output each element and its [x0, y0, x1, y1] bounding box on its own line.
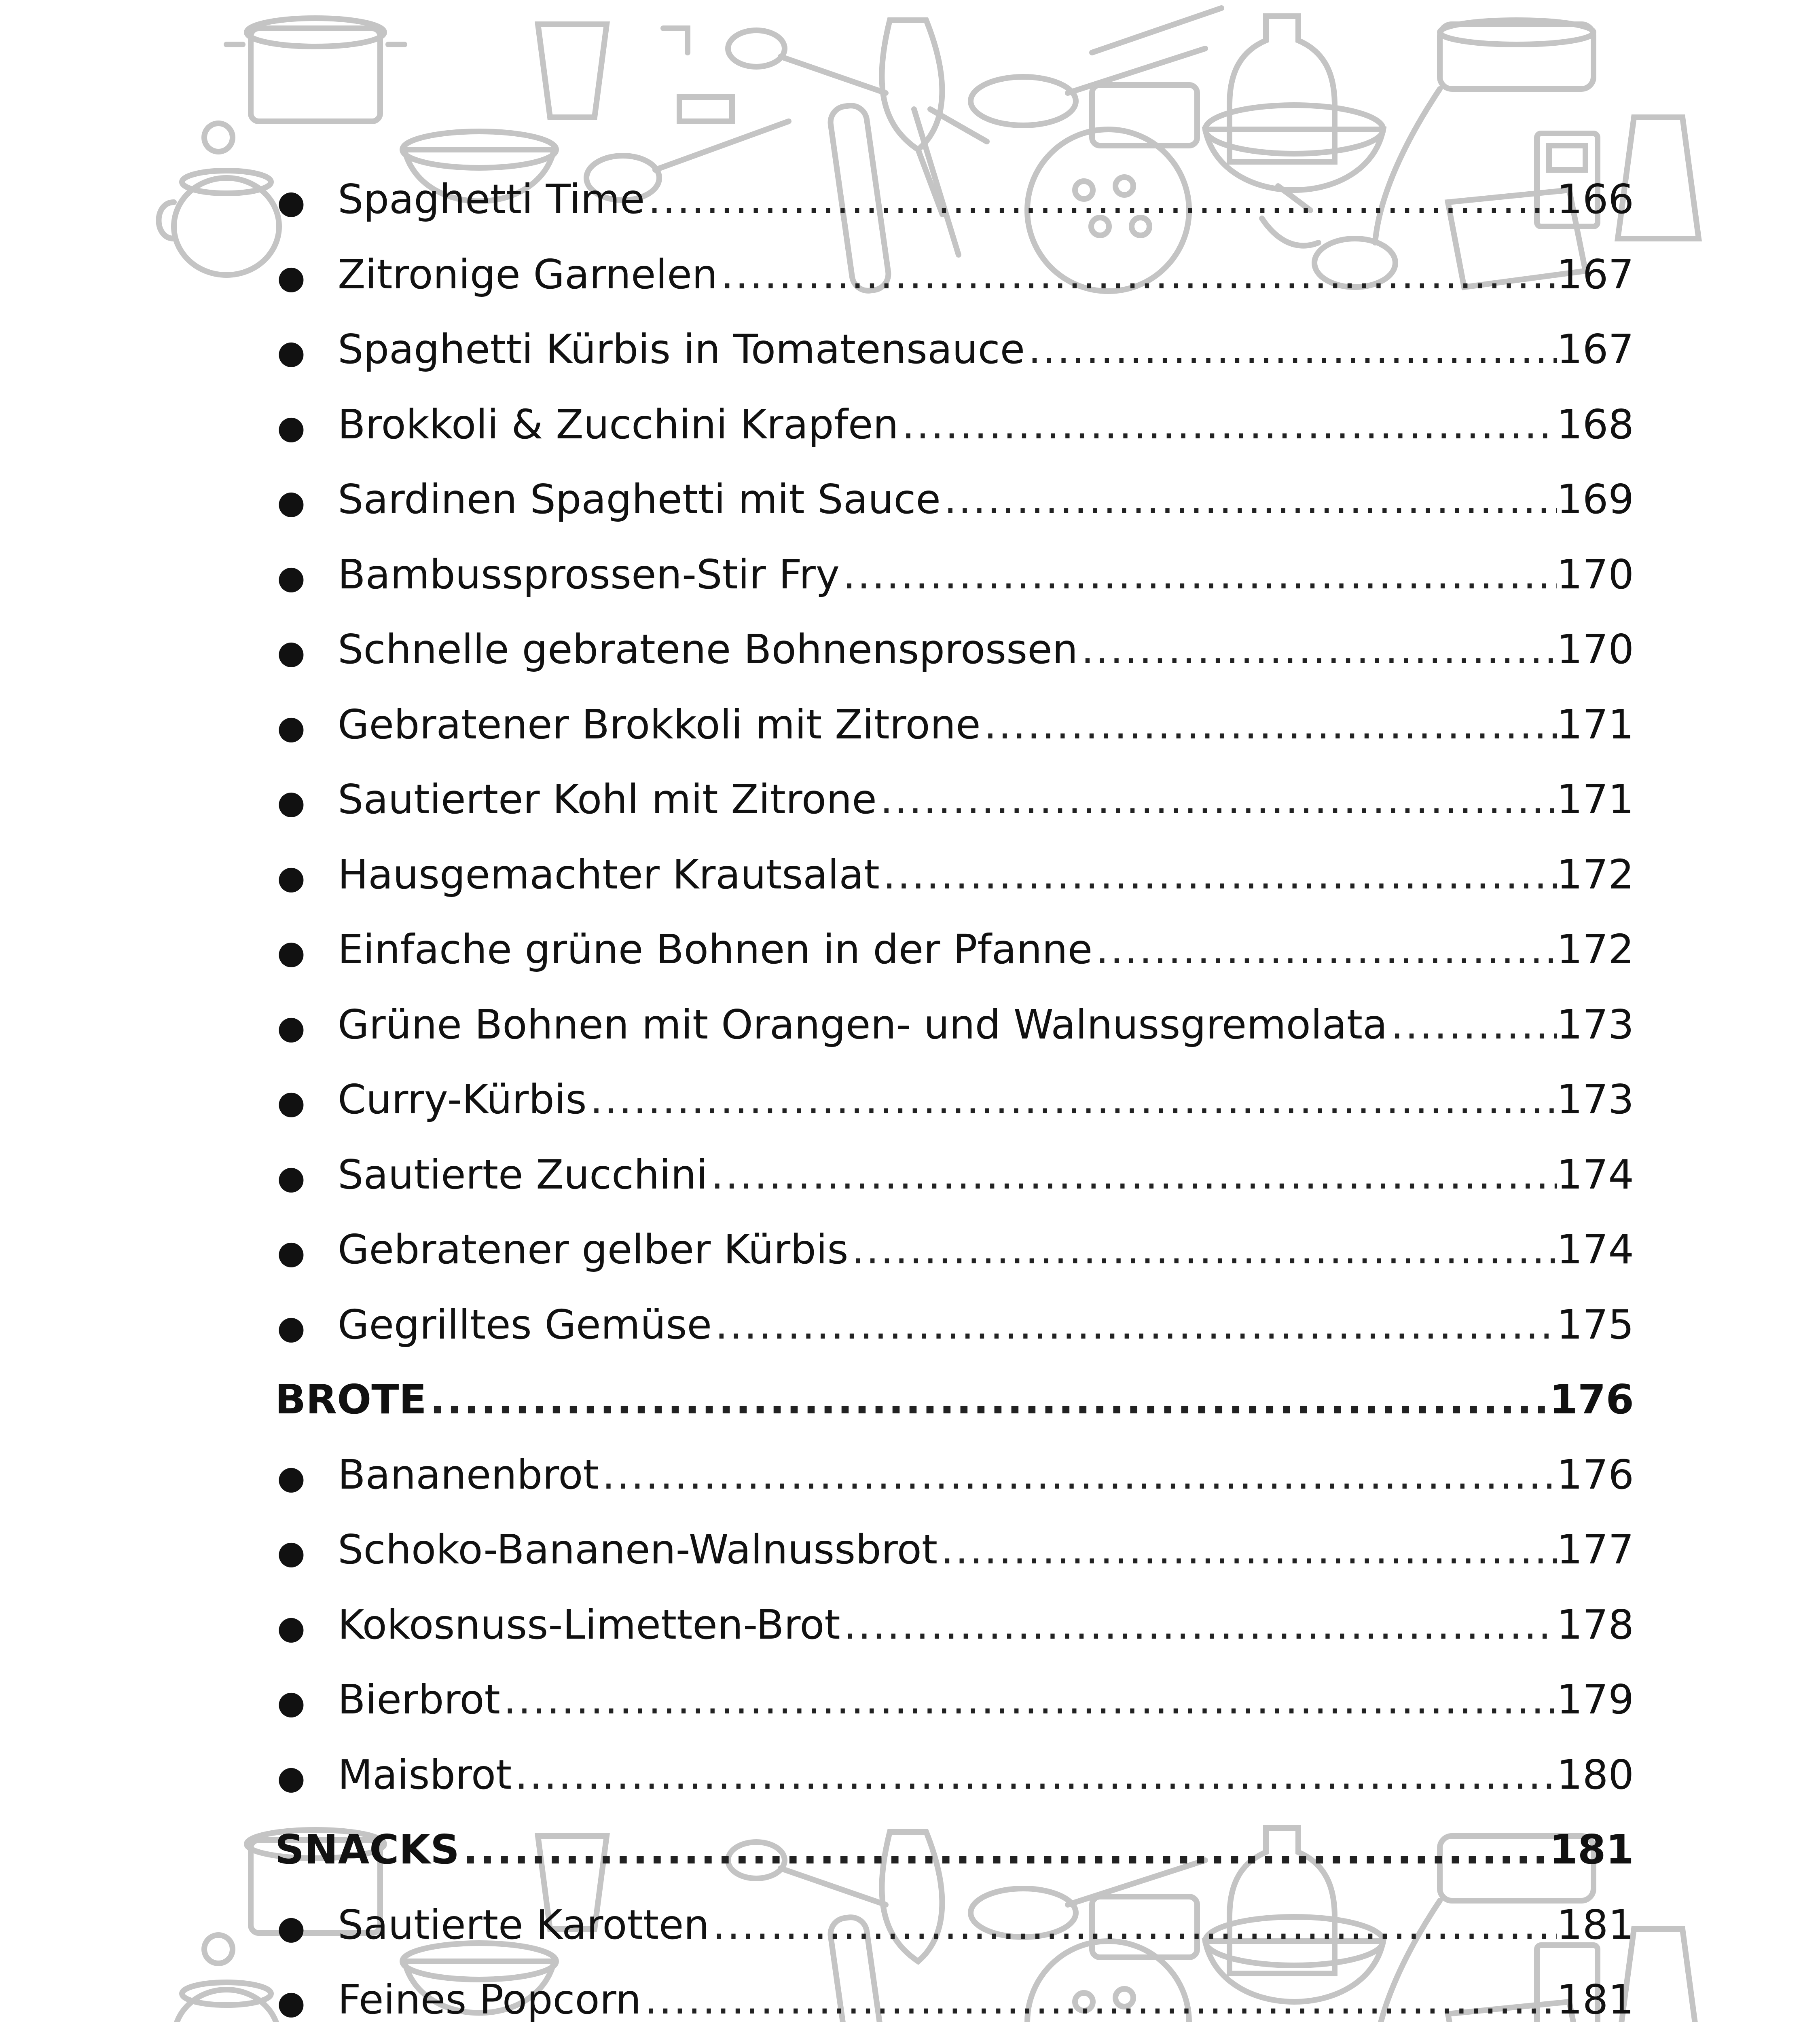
dot-leader [1078, 612, 1557, 687]
bullet-icon: ● [277, 858, 305, 896]
toc-entry [275, 387, 1634, 462]
bullet-icon: ● [277, 1533, 305, 1571]
toc-page-number: 171 [1557, 700, 1634, 748]
toc-entry-title: Sardinen Spaghetti mit Sauce [338, 476, 941, 523]
dot-leader [641, 1962, 1557, 2022]
glass-icon [538, 24, 607, 117]
toc-page-number: 167 [1557, 250, 1634, 298]
toc-entry-title: Sautierte Zucchini [338, 1151, 708, 1198]
toc-section-heading [275, 1362, 1634, 1437]
bullet-icon: ● [277, 1608, 305, 1646]
bullet-icon: ● [277, 1908, 305, 1946]
toc-entry [275, 762, 1634, 837]
toc-page-number: 166 [1557, 176, 1634, 223]
toc-page-number: 172 [1557, 850, 1634, 898]
toc-page-number: 169 [1557, 476, 1634, 523]
toc-entry [275, 1437, 1634, 1512]
toc-entry-title: Schnelle gebratene Bohnensprossen [338, 626, 1078, 673]
toc-page-number: 174 [1557, 1226, 1634, 1273]
toc-page-number: 170 [1557, 550, 1634, 598]
toc-page-number: 173 [1557, 1076, 1634, 1123]
toc-entry-title: BROTE [275, 1376, 427, 1423]
bullet-icon: ● [277, 183, 305, 221]
toc-page-number: 176 [1549, 1376, 1634, 1423]
dot-leader [717, 237, 1557, 312]
toc-entry [275, 837, 1634, 912]
toc-entry-title: Zitronige Garnelen [338, 250, 718, 298]
bullet-icon: ● [277, 333, 305, 371]
toc-entry-title: Kokosnuss-Limetten-Brot [338, 1601, 840, 1648]
bullet-icon: ● [277, 783, 305, 821]
bullet-icon: ● [277, 633, 305, 671]
dot-leader [1387, 987, 1557, 1062]
toc-entry [275, 912, 1634, 987]
dot-leader [840, 1587, 1557, 1662]
toc-page-number: 177 [1557, 1526, 1634, 1573]
dot-leader [709, 1887, 1557, 1963]
dot-leader [427, 1362, 1549, 1437]
toc-entry-title: Sautierter Kohl mit Zitrone [338, 776, 877, 823]
toc-entry-title: Bambussprossen-Stir Fry [338, 550, 840, 598]
dot-leader [587, 1062, 1557, 1137]
toc-page-number: 176 [1557, 1451, 1634, 1498]
bullet-icon: ● [277, 483, 305, 521]
toc-page-number: 180 [1557, 1751, 1634, 1798]
bullet-icon: ● [277, 708, 305, 746]
dot-leader [599, 1437, 1557, 1512]
toc-entry [275, 687, 1634, 762]
dot-leader [840, 537, 1557, 612]
dot-leader [877, 762, 1557, 837]
spoon-icon [728, 30, 886, 93]
toc-entry-title: Gebratener gelber Kürbis [338, 1226, 849, 1273]
toc-entry-title: Brokkoli & Zucchini Krapfen [338, 400, 899, 448]
toc-page-number: 167 [1557, 326, 1634, 373]
toc-entry [275, 612, 1634, 687]
toc-entry [275, 462, 1634, 537]
cutting-board-icon [1092, 85, 1197, 146]
toc-entry-title: Grüne Bohnen mit Orangen- und Walnussgremolata [338, 1000, 1388, 1048]
bullet-icon: ● [277, 1233, 305, 1271]
toc-page-number: 178 [1557, 1601, 1634, 1648]
peeler-icon [663, 28, 732, 121]
knife-long-icon [1092, 8, 1221, 53]
toc-entry [275, 1587, 1634, 1662]
toc-entry [275, 1512, 1634, 1587]
toc-entry-title: Hausgemachter Krautsalat [338, 850, 880, 898]
toc-entry [275, 1737, 1634, 1813]
frying-pan-icon [971, 49, 1205, 125]
dot-leader [707, 1137, 1557, 1212]
toc-entry-title: Maisbrot [338, 1751, 512, 1798]
dot-leader [981, 687, 1557, 762]
toc-entry [275, 1212, 1634, 1287]
toc-entry [275, 1887, 1634, 1963]
toc-page-number: 174 [1557, 1151, 1634, 1198]
toc-entry-title: Spaghetti Time [338, 176, 645, 223]
toc-entry-title: Bierbrot [338, 1676, 500, 1723]
toc-page-number: 168 [1557, 400, 1634, 448]
bullet-icon: ● [277, 258, 305, 296]
toc-entry [275, 312, 1634, 387]
bullet-icon: ● [277, 1308, 305, 1346]
dot-leader [459, 1812, 1549, 1887]
bullet-icon: ● [277, 1684, 305, 1721]
toc-entry [275, 1062, 1634, 1137]
toc-entry [275, 1662, 1634, 1737]
dot-leader [712, 1287, 1557, 1362]
toc-entry [275, 987, 1634, 1062]
toc-section-heading [275, 1812, 1634, 1887]
toc-page-number: 172 [1557, 926, 1634, 973]
toc-entry-title: Spaghetti Kürbis in Tomatensauce [338, 326, 1025, 373]
toc-entry [275, 537, 1634, 612]
toc-entry [275, 1962, 1634, 2022]
dot-leader [849, 1212, 1557, 1287]
toc-page-number: 175 [1557, 1301, 1634, 1348]
dot-leader [512, 1737, 1557, 1813]
bullet-icon: ● [277, 1984, 305, 2021]
dot-leader [938, 1512, 1557, 1587]
bottle-icon [1230, 16, 1335, 162]
toc-page-number: 173 [1557, 1000, 1634, 1048]
dot-leader [500, 1662, 1557, 1737]
dot-leader [1025, 312, 1557, 387]
toc-page-number: 170 [1557, 626, 1634, 673]
dot-leader [645, 162, 1557, 237]
bullet-icon: ● [277, 1758, 305, 1796]
bullet-icon: ● [277, 558, 305, 596]
toc-entry [275, 1287, 1634, 1362]
dot-leader [880, 837, 1557, 912]
dot-leader [1092, 912, 1557, 987]
toc-entry-title: Gebratener Brokkoli mit Zitrone [338, 700, 981, 748]
toc-page-number: 171 [1557, 776, 1634, 823]
table-of-contents [275, 162, 1634, 2022]
bullet-icon: ● [277, 1008, 305, 1046]
toc-entry-title: Curry-Kürbis [338, 1076, 587, 1123]
toc-page-number: 181 [1557, 1976, 1634, 2022]
toc-entry [275, 1137, 1634, 1212]
sugar-pot-icon [159, 123, 279, 275]
bullet-icon: ● [277, 1083, 305, 1121]
bullet-icon: ● [277, 408, 305, 446]
dot-leader [899, 387, 1557, 462]
dot-leader [941, 462, 1557, 537]
toc-entry [275, 162, 1634, 237]
toc-entry-title: Feines Popcorn [338, 1976, 641, 2022]
toc-entry-title: Sautierte Karotten [338, 1901, 709, 1948]
pot-icon [226, 18, 404, 121]
toc-entry-title: Schoko-Bananen-Walnussbrot [338, 1526, 938, 1573]
toc-entry-title: Einfache grüne Bohnen in der Pfanne [338, 926, 1093, 973]
toc-entry [275, 237, 1634, 312]
toc-page-number: 179 [1557, 1676, 1634, 1723]
bullet-icon: ● [277, 1458, 305, 1496]
toc-page-number: 181 [1549, 1826, 1634, 1873]
toc-page-number: 181 [1557, 1901, 1634, 1948]
sugar-pot-icon [174, 1935, 279, 2022]
springform-pan-icon [1440, 20, 1594, 89]
toc-entry-title: SNACKS [275, 1826, 460, 1873]
bullet-icon: ● [277, 933, 305, 971]
bullet-icon: ● [277, 1158, 305, 1196]
toc-entry-title: Bananenbrot [338, 1451, 599, 1498]
toc-entry-title: Gegrilltes Gemüse [338, 1301, 712, 1348]
